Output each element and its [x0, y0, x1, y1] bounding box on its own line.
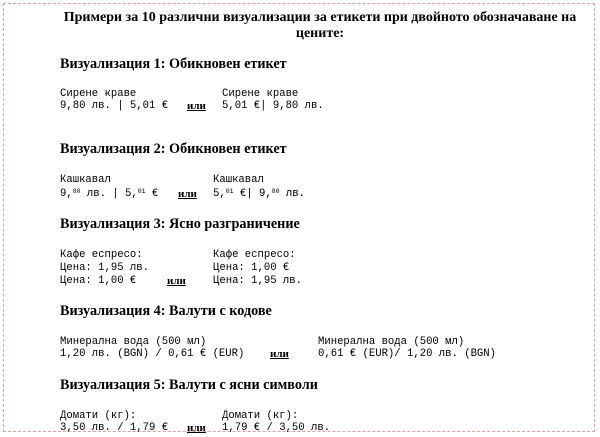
v3-heading: Визуализация 3: Ясно разграничение: [60, 216, 300, 232]
v4-or: или: [270, 348, 289, 360]
v3-right-name: Кафе еспресо:: [213, 249, 296, 261]
v5-left-name: Домати (кг):: [60, 410, 137, 422]
v1-heading: Визуализация 1: Обикновен етикет: [60, 56, 287, 72]
v3-right-line2: Цена: 1,95 лв.: [213, 275, 303, 287]
v1-left-price: 9,80 лв. | 5,01 €: [60, 100, 169, 112]
v1-right-price: 5,01 €| 9,80 лв.: [222, 100, 324, 112]
v5-right-price: 1,79 € / 3,50 лв.: [222, 422, 331, 434]
v2-or: или: [178, 188, 197, 200]
v2-left-name: Кашкавал: [60, 174, 111, 186]
v2-left-price: 9,80 лв. | 5,01 €: [60, 188, 159, 200]
v4-right-price: 0,61 € (EUR)/ 1,20 лв. (BGN): [318, 348, 497, 360]
v3-left-name: Кафе еспресо:: [60, 249, 143, 261]
v2-right-name: Кашкавал: [213, 174, 264, 186]
v5-left-price: 3,50 лв. / 1,79 €: [60, 422, 169, 434]
v4-left-name: Минерална вода (500 мл): [60, 336, 207, 348]
page-title: Примери за 10 различни визуализации за етикети при двойното обозначаване на цените:: [63, 10, 577, 41]
v1-left-name: Сирене краве: [60, 88, 137, 100]
v5-heading: Визуализация 5: Валути с ясни символи: [60, 377, 318, 393]
v4-right-name: Минерална вода (500 мл): [318, 336, 465, 348]
v1-or: или: [187, 100, 206, 112]
v2-right-price: 5,01 €| 9,80 лв.: [213, 188, 305, 200]
v3-left-line1: Цена: 1,95 лв.: [60, 262, 150, 274]
v5-or: или: [187, 422, 206, 434]
v3-or: или: [167, 275, 186, 287]
v4-heading: Визуализация 4: Валути с кодове: [60, 303, 272, 319]
v4-left-price: 1,20 лв. (BGN) / 0,61 € (EUR): [60, 348, 245, 360]
v1-right-name: Сирене краве: [222, 88, 299, 100]
v5-right-name: Домати (кг):: [222, 410, 299, 422]
v2-heading: Визуализация 2: Обикновен етикет: [60, 141, 287, 157]
v3-left-line2: Цена: 1,00 €: [60, 275, 137, 287]
v3-right-line1: Цена: 1,00 €: [213, 262, 290, 274]
